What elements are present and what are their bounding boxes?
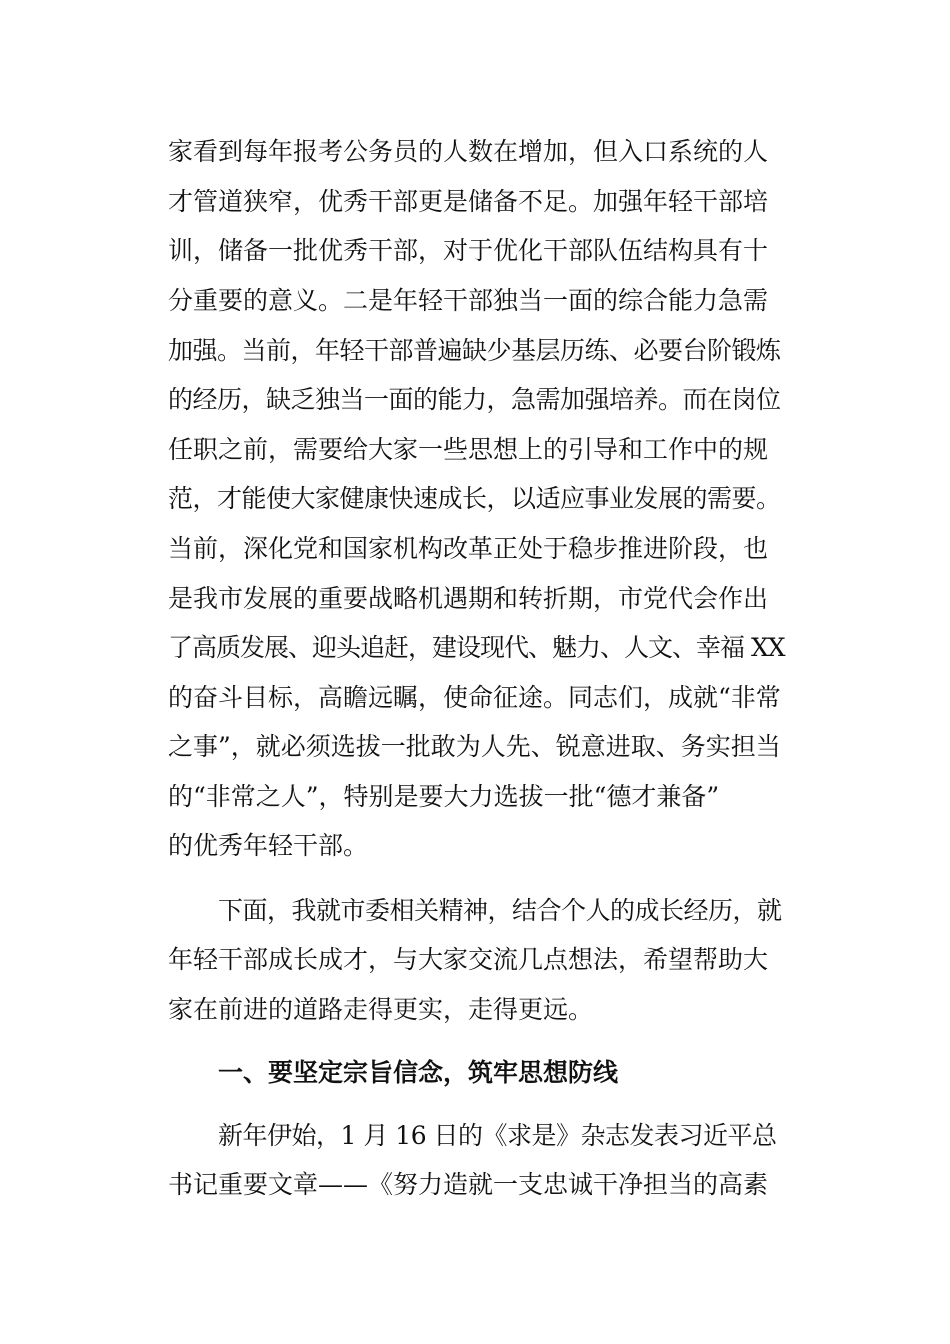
paragraph-line: 当前，深化党和国家机构改革正处于稳步推进阶段，也 bbox=[168, 534, 769, 563]
paragraph-line: 了高质发展、迎头追赶，建设现代、魅力、人文、幸福 XX bbox=[168, 633, 785, 662]
paragraph-line: 是我市发展的重要战略机遇期和转折期，市党代会作出 bbox=[168, 584, 769, 613]
paragraph-line: 新年伊始，1 月 16 日的《求是》杂志发表习近平总 bbox=[218, 1121, 777, 1150]
paragraph-line: 任职之前，需要给大家一些思想上的引导和工作中的规 bbox=[168, 435, 769, 464]
paragraph-line: 加强。当前，年轻干部普遍缺少基层历练、必要台阶锻炼 bbox=[168, 336, 781, 365]
paragraph-line: 家在前进的道路走得更实，走得更远。 bbox=[168, 995, 594, 1024]
paragraph-line: 范，才能使大家健康快速成长，以适应事业发展的需要。 bbox=[168, 484, 781, 513]
paragraph-line: 分重要的意义。二是年轻干部独当一面的综合能力急需 bbox=[168, 286, 769, 315]
section-heading: 一、要坚定宗旨信念，筑牢思想防线 bbox=[218, 1058, 619, 1087]
paragraph-line: 书记重要文章——《努力造就一支忠诚干净担当的高素 bbox=[168, 1170, 769, 1199]
paragraph-line: 下面，我就市委相关精神，结合个人的成长经历，就 bbox=[218, 896, 782, 925]
paragraph-line: 的优秀年轻干部。 bbox=[168, 831, 369, 860]
paragraph-line: 训，储备一批优秀干部，对于优化干部队伍结构具有十 bbox=[168, 236, 769, 265]
paragraph-line: 才管道狭窄，优秀干部更是储备不足。加强年轻干部培 bbox=[168, 187, 769, 216]
paragraph-line: 的经历，缺乏独当一面的能力，急需加强培养。而在岗位 bbox=[168, 385, 781, 414]
paragraph-line: 之事”，就必须选拔一批敢为人先、锐意进取、务实担当 bbox=[168, 732, 781, 761]
paragraph-line: 的“非常之人”，特别是要大力选拔一批“德才兼备” bbox=[168, 782, 720, 811]
paragraph-line: 年轻干部成长成才，与大家交流几点想法，希望帮助大 bbox=[168, 945, 769, 974]
paragraph-line: 的奋斗目标，高瞻远瞩，使命征途。同志们，成就“非常 bbox=[168, 683, 781, 712]
paragraph-line: 家看到每年报考公务员的人数在增加，但入口系统的人 bbox=[168, 137, 769, 166]
